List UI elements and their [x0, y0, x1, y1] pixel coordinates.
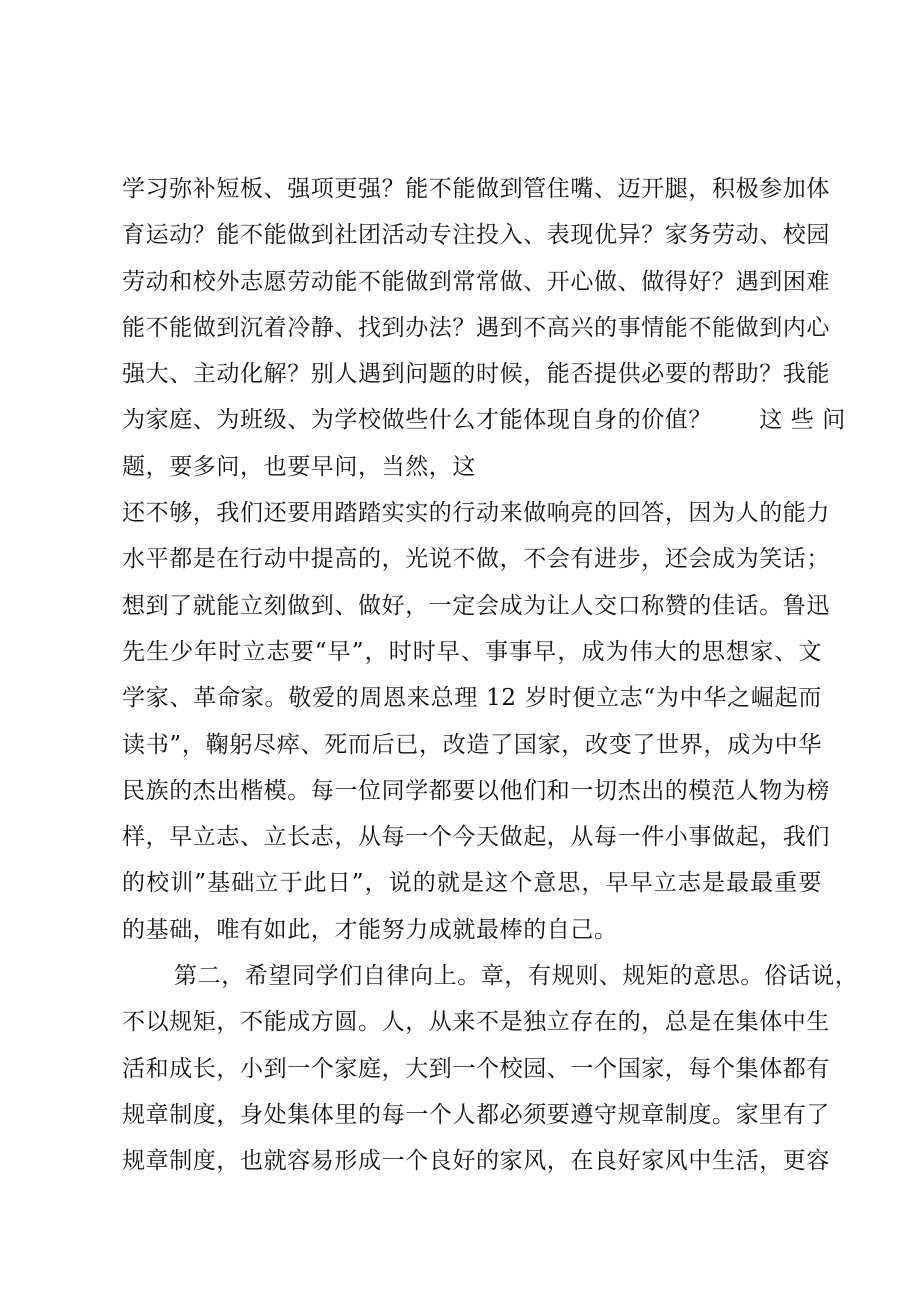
- text-line: 想到了就能立刻做到、做好，一定会成为让人交口称赞的佳话。鲁迅: [122, 592, 830, 619]
- text-line: 的基础，唯有如此，才能努力成就最棒的自己。: [122, 916, 618, 943]
- text-line: 学习弥补短板、强项更强？能不能做到管住嘴、迈开腿，积极参加体: [122, 176, 830, 202]
- text-line: 为家庭、为班级、为学校做些什么才能体现自身的价值？ 这 些 问: [122, 407, 846, 434]
- text-line: 第二，希望同学们自律向上。章，有规则、规矩的意思。俗话说，: [174, 963, 859, 990]
- text-line: 能不能做到沉着冷静、找到办法？遇到不高兴的事情能不能做到内心: [122, 314, 830, 341]
- text-line: 劳动和校外志愿劳动能不能做到常常做、开心做、做得好？遇到困难: [122, 268, 830, 295]
- text-line: 先生少年时立志要“早”，时时早、事事早，成为伟大的思想家、文: [122, 638, 822, 665]
- text-line: 学家、革命家。敬爱的周恩来总理 12 岁时便立志“为中华之崛起而: [122, 685, 822, 712]
- body-text: [122, 166, 859, 1185]
- text-line: 的校训”基础立于此日”，说的就是这个意思，早早立志是最最重要: [122, 870, 822, 897]
- text-line: 民族的杰出楷模。每一位同学都要以他们和一切杰出的模范人物为榜: [122, 777, 830, 804]
- text-line: 强大、主动化解？别人遇到问题的时候，能否提供必要的帮助？我能: [122, 361, 830, 388]
- text-line: 样，早立志、立长志，从每一个今天做起，从每一件小事做起，我们: [122, 824, 830, 851]
- text-line: 不以规矩，不能成方圆。人，从来不是独立存在的，总是在集体中生: [122, 1009, 830, 1036]
- text-line: 育运动？能不能做到社团活动专注投入、表现优异？家务劳动、校园: [122, 222, 830, 249]
- text-line: 活和成长，小到一个家庭，大到一个校园、一个国家，每个集体都有: [122, 1055, 830, 1082]
- text-line: 水平都是在行动中提高的，光说不做，不会有进步，还会成为笑话；: [122, 546, 830, 573]
- text-line: 题，要多问，也要早问，当然，这: [122, 453, 476, 480]
- text-line: 规章制度，身处集体里的每一个人都必须要遵守规章制度。家里有了: [122, 1101, 830, 1128]
- text-line: 规章制度，也就容易形成一个良好的家风，在良好家风中生活，更容: [122, 1148, 830, 1175]
- text-line: 读书”，鞠躬尽瘁、死而后已，改造了国家，改变了世界，成为中华: [122, 731, 822, 758]
- text-line: 还不够，我们还要用踏踏实实的行动来做响亮的回答，因为人的能力: [122, 500, 830, 527]
